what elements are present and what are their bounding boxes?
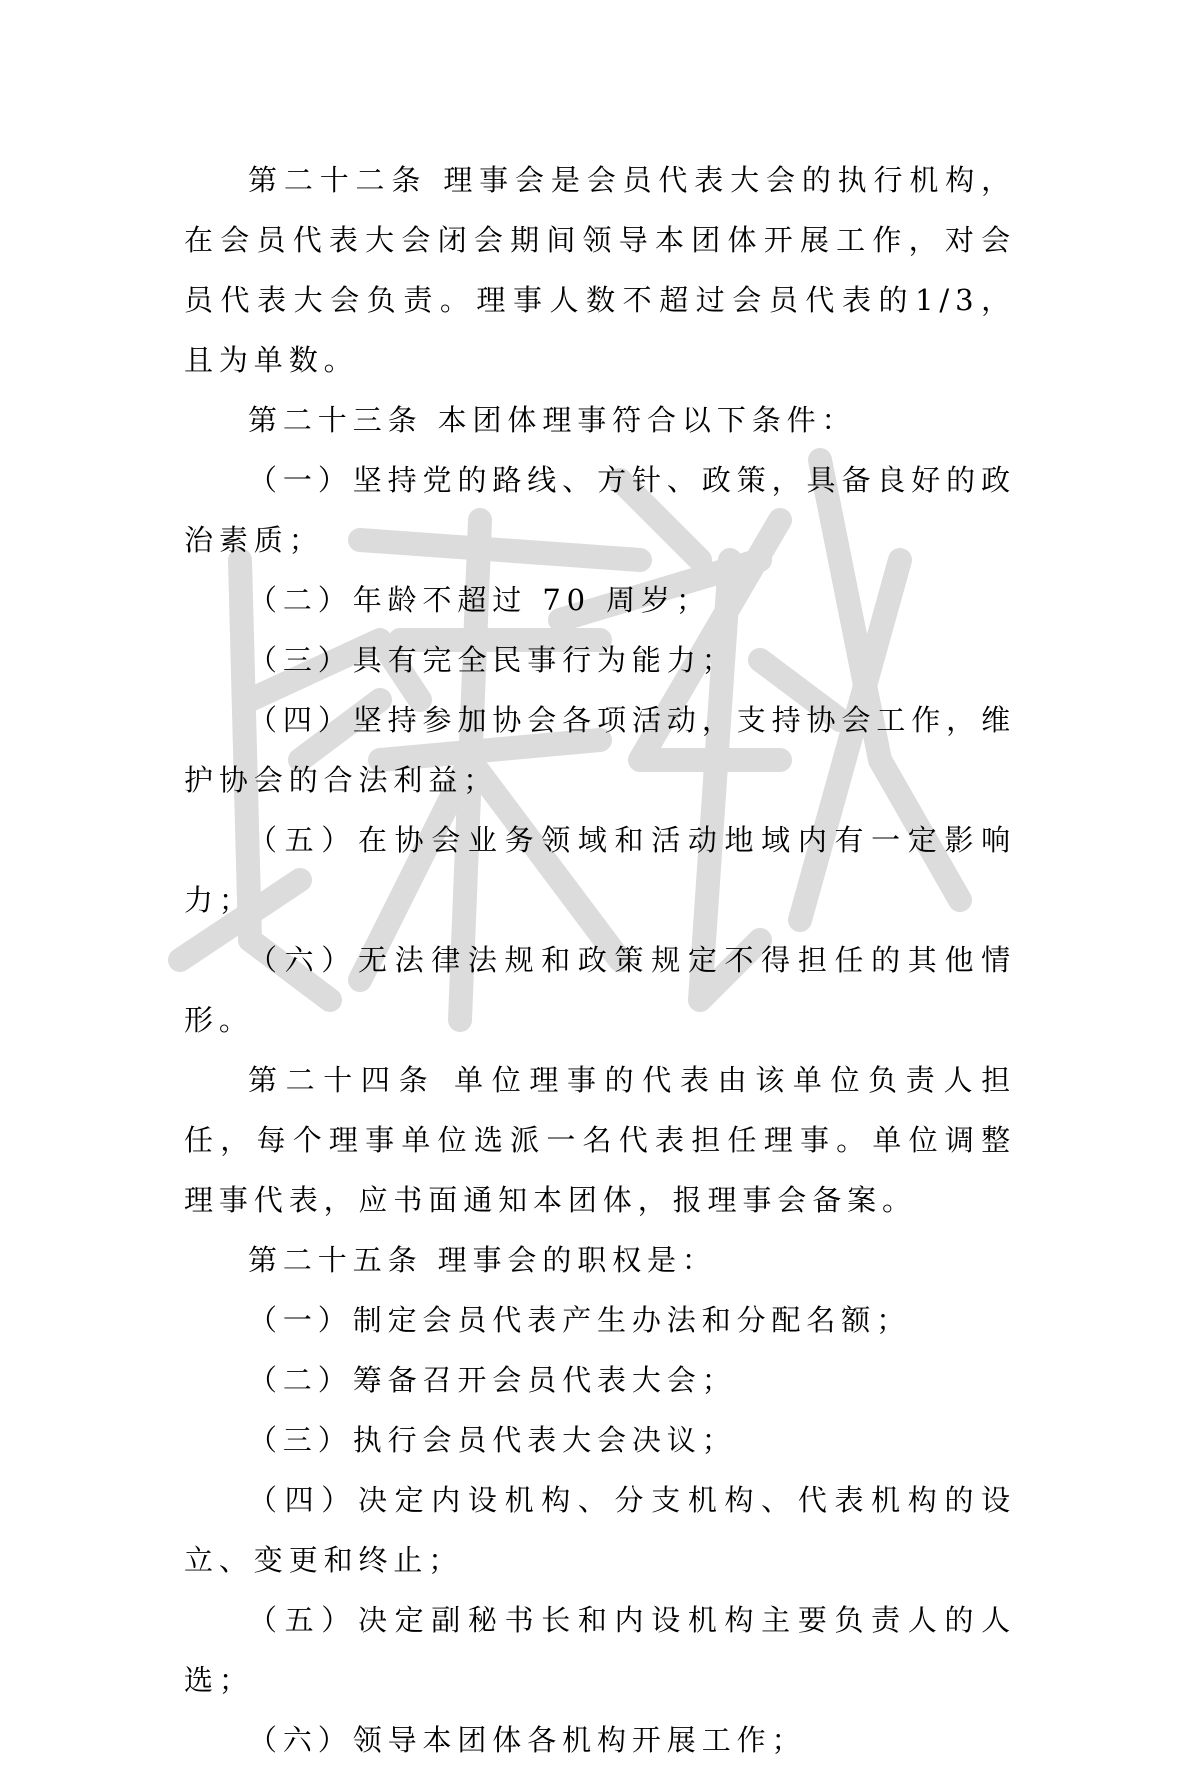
list-item: （一）制定会员代表产生办法和分配名额； xyxy=(248,1303,912,1337)
document-body xyxy=(184,150,1016,1770)
list-item: （三）具有完全民事行为能力； xyxy=(248,643,737,677)
list-item: （二）筹备召开会员代表大会； xyxy=(248,1363,737,1397)
list-item: （六）领导本团体各机构开展工作； xyxy=(248,1723,807,1757)
list-item: （五）在协会业务领域和活动地域内有一定影响力； xyxy=(184,823,1016,917)
list-item: （二）年龄不超过 70 周岁； xyxy=(248,583,711,617)
list-item: （四）决定内设机构、分支机构、代表机构的设立、变更和终止； xyxy=(184,1483,1016,1577)
paragraph-article-24: 第二十四条 单位理事的代表由该单位负责人担任，每个理事单位选派一名代表担任理事。单位调整理事代表，应书面通知本团体，报理事会备案。 xyxy=(184,1063,1016,1217)
list-item: （四）坚持参加协会各项活动，支持协会工作，维护协会的合法利益； xyxy=(184,703,1016,797)
list-item: （五）决定副秘书长和内设机构主要负责人的人选； xyxy=(184,1603,1016,1697)
paragraph-article-22: 第二十二条 理事会是会员代表大会的执行机构，在会员代表大会闭会期间领导本团体开展工作，对会员代表大会负责。理事人数不超过会员代表的1/3，且为单数。 xyxy=(184,163,1016,377)
list-item: （三）执行会员代表大会决议； xyxy=(248,1423,737,1457)
paragraph-article-23: 第二十三条 本团体理事符合以下条件： xyxy=(248,403,857,437)
paragraph-article-25: 第二十五条 理事会的职权是： xyxy=(248,1243,717,1277)
list-item: （一）坚持党的路线、方针、政策，具备良好的政治素质； xyxy=(184,463,1016,557)
list-item: （六）无法律法规和政策规定不得担任的其他情形。 xyxy=(184,943,1016,1037)
